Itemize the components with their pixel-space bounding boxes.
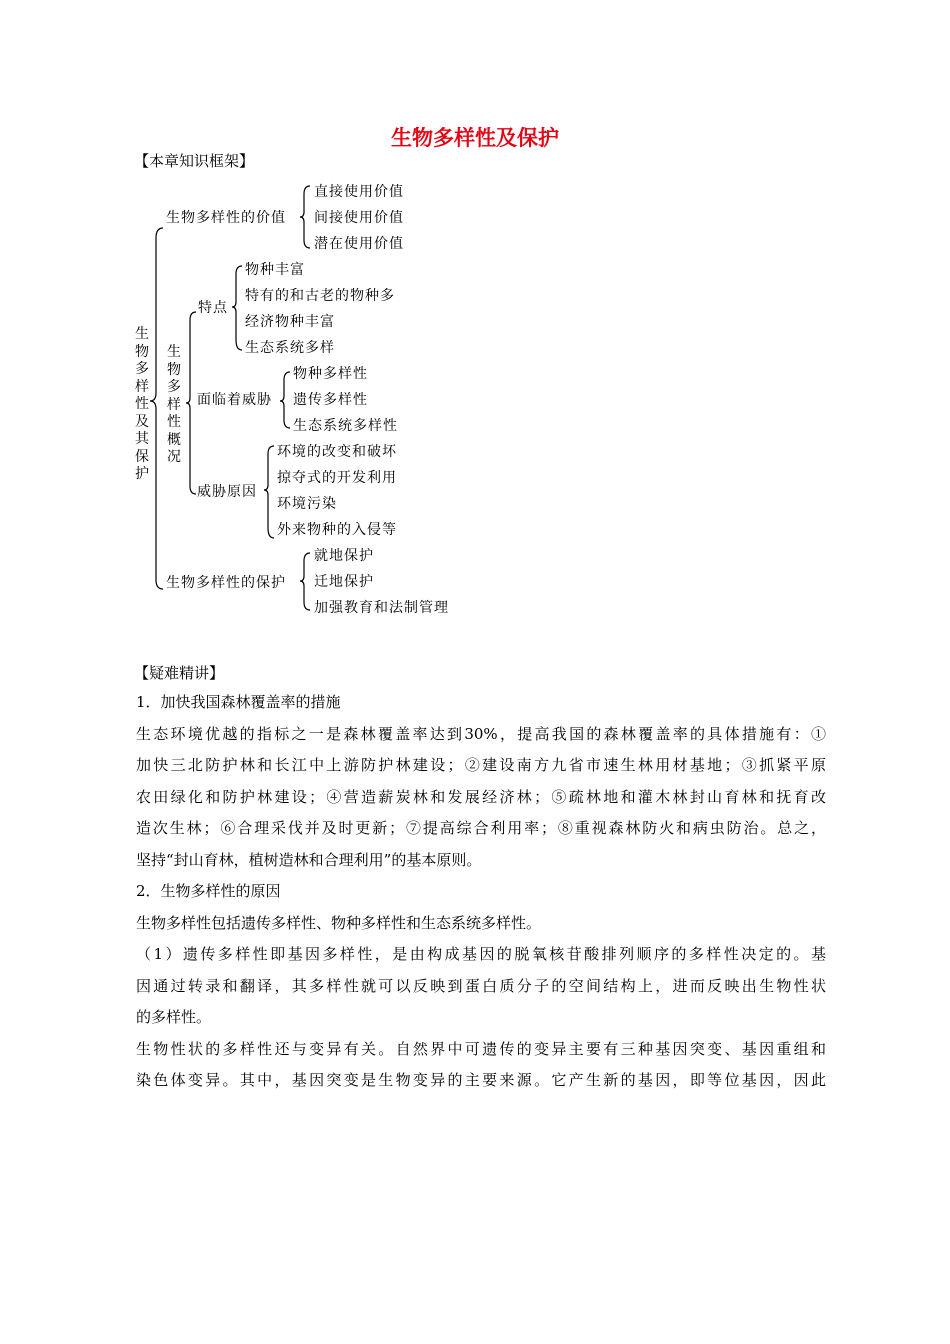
- causes-item: 环境的改变和破坏: [277, 444, 397, 460]
- section-heading-framework: 【本章知识框架】: [134, 152, 255, 170]
- features-item: 经济物种丰富: [245, 314, 335, 330]
- paragraph-line: 生物多样性包括遗传多样性、物种多样性和生态系统多样性。: [136, 913, 542, 932]
- protection-item: 迁地保护: [314, 574, 374, 590]
- bracket-lines: [0, 0, 950, 640]
- heading-1: 1．加快我国森林覆盖率的措施: [136, 693, 341, 711]
- paragraph-line: 造次生林；⑥合理采伐并及时更新；⑦提高综合利用率；⑧重视森林防火和病虫防治。总之，: [136, 819, 826, 837]
- paragraph-line: 因通过转录和翻译，其多样性就可以反映到蛋白质分子的空间结构上，进而反映出生物性状: [136, 976, 826, 995]
- heading-2: 2．生物多样性的原因: [136, 882, 281, 900]
- features-item: 特有的和古老的物种多: [245, 288, 395, 304]
- threats-item: 生态系统多样性: [293, 418, 398, 434]
- features-item: 生态系统多样: [245, 340, 335, 356]
- value-label: 生物多样性的价值: [166, 210, 286, 226]
- threats-label: 面临着威胁: [197, 392, 272, 408]
- threats-item: 遗传多样性: [293, 392, 368, 408]
- section-heading-difficult-points: 【疑难精讲】: [134, 664, 225, 682]
- value-item: 间接使用价值: [314, 210, 404, 226]
- overview-label: 生 物 多 样 性 概 况: [167, 344, 181, 465]
- paragraph-line: 加快三北防护林和长江中上游防护林建设；②建设南方九省市速生林用材基地；③抓紧平原: [136, 756, 826, 774]
- body-text: [136, 692, 826, 1102]
- protection-item: 就地保护: [314, 548, 374, 564]
- value-item: 直接使用价值: [314, 184, 404, 200]
- paragraph-line: 坚持“封山育林，植树造林和合理利用”的基本原则。: [136, 850, 482, 869]
- root-label: 生 物 多 样 性 及 其 保 护: [135, 326, 149, 482]
- threats-item: 物种多样性: [293, 366, 368, 382]
- paragraph-line: 生态环境优越的指标之一是森林覆盖率达到30%，提高我国的森林覆盖率的具体措施有：①: [136, 724, 826, 743]
- causes-item: 掠夺式的开发利用: [277, 470, 397, 486]
- features-label: 特点: [198, 300, 228, 316]
- protection-label: 生物多样性的保护: [166, 575, 286, 591]
- paragraph-line: （1）遗传多样性即基因多样性，是由构成基因的脱氧核苷酸排列顺序的多样性决定的。基: [136, 945, 826, 963]
- value-item: 潜在使用价值: [314, 236, 404, 252]
- paragraph-line: 染色体变异。其中，基因突变是生物变异的主要来源。它产生新的基因，即等位基因，因此: [136, 1071, 826, 1089]
- knowledge-framework-diagram: [0, 0, 950, 640]
- protection-item: 加强教育和法制管理: [314, 600, 449, 616]
- paragraph-line: 生物性状的多样性还与变异有关。自然界中可遗传的变异主要有三种基因突变、基因重组和: [136, 1039, 826, 1058]
- causes-label: 威胁原因: [197, 484, 257, 500]
- page-title: 生物多样性及保护: [391, 126, 559, 150]
- features-item: 物种丰富: [245, 262, 305, 278]
- paragraph-line: 农田绿化和防护林建设；④营造薪炭林和发展经济林；⑤疏林地和灌木林封山育林和抚育改: [136, 787, 826, 806]
- causes-item: 外来物种的入侵等: [277, 522, 397, 538]
- causes-item: 环境污染: [277, 496, 337, 512]
- paragraph-line: 的多样性。: [136, 1008, 212, 1026]
